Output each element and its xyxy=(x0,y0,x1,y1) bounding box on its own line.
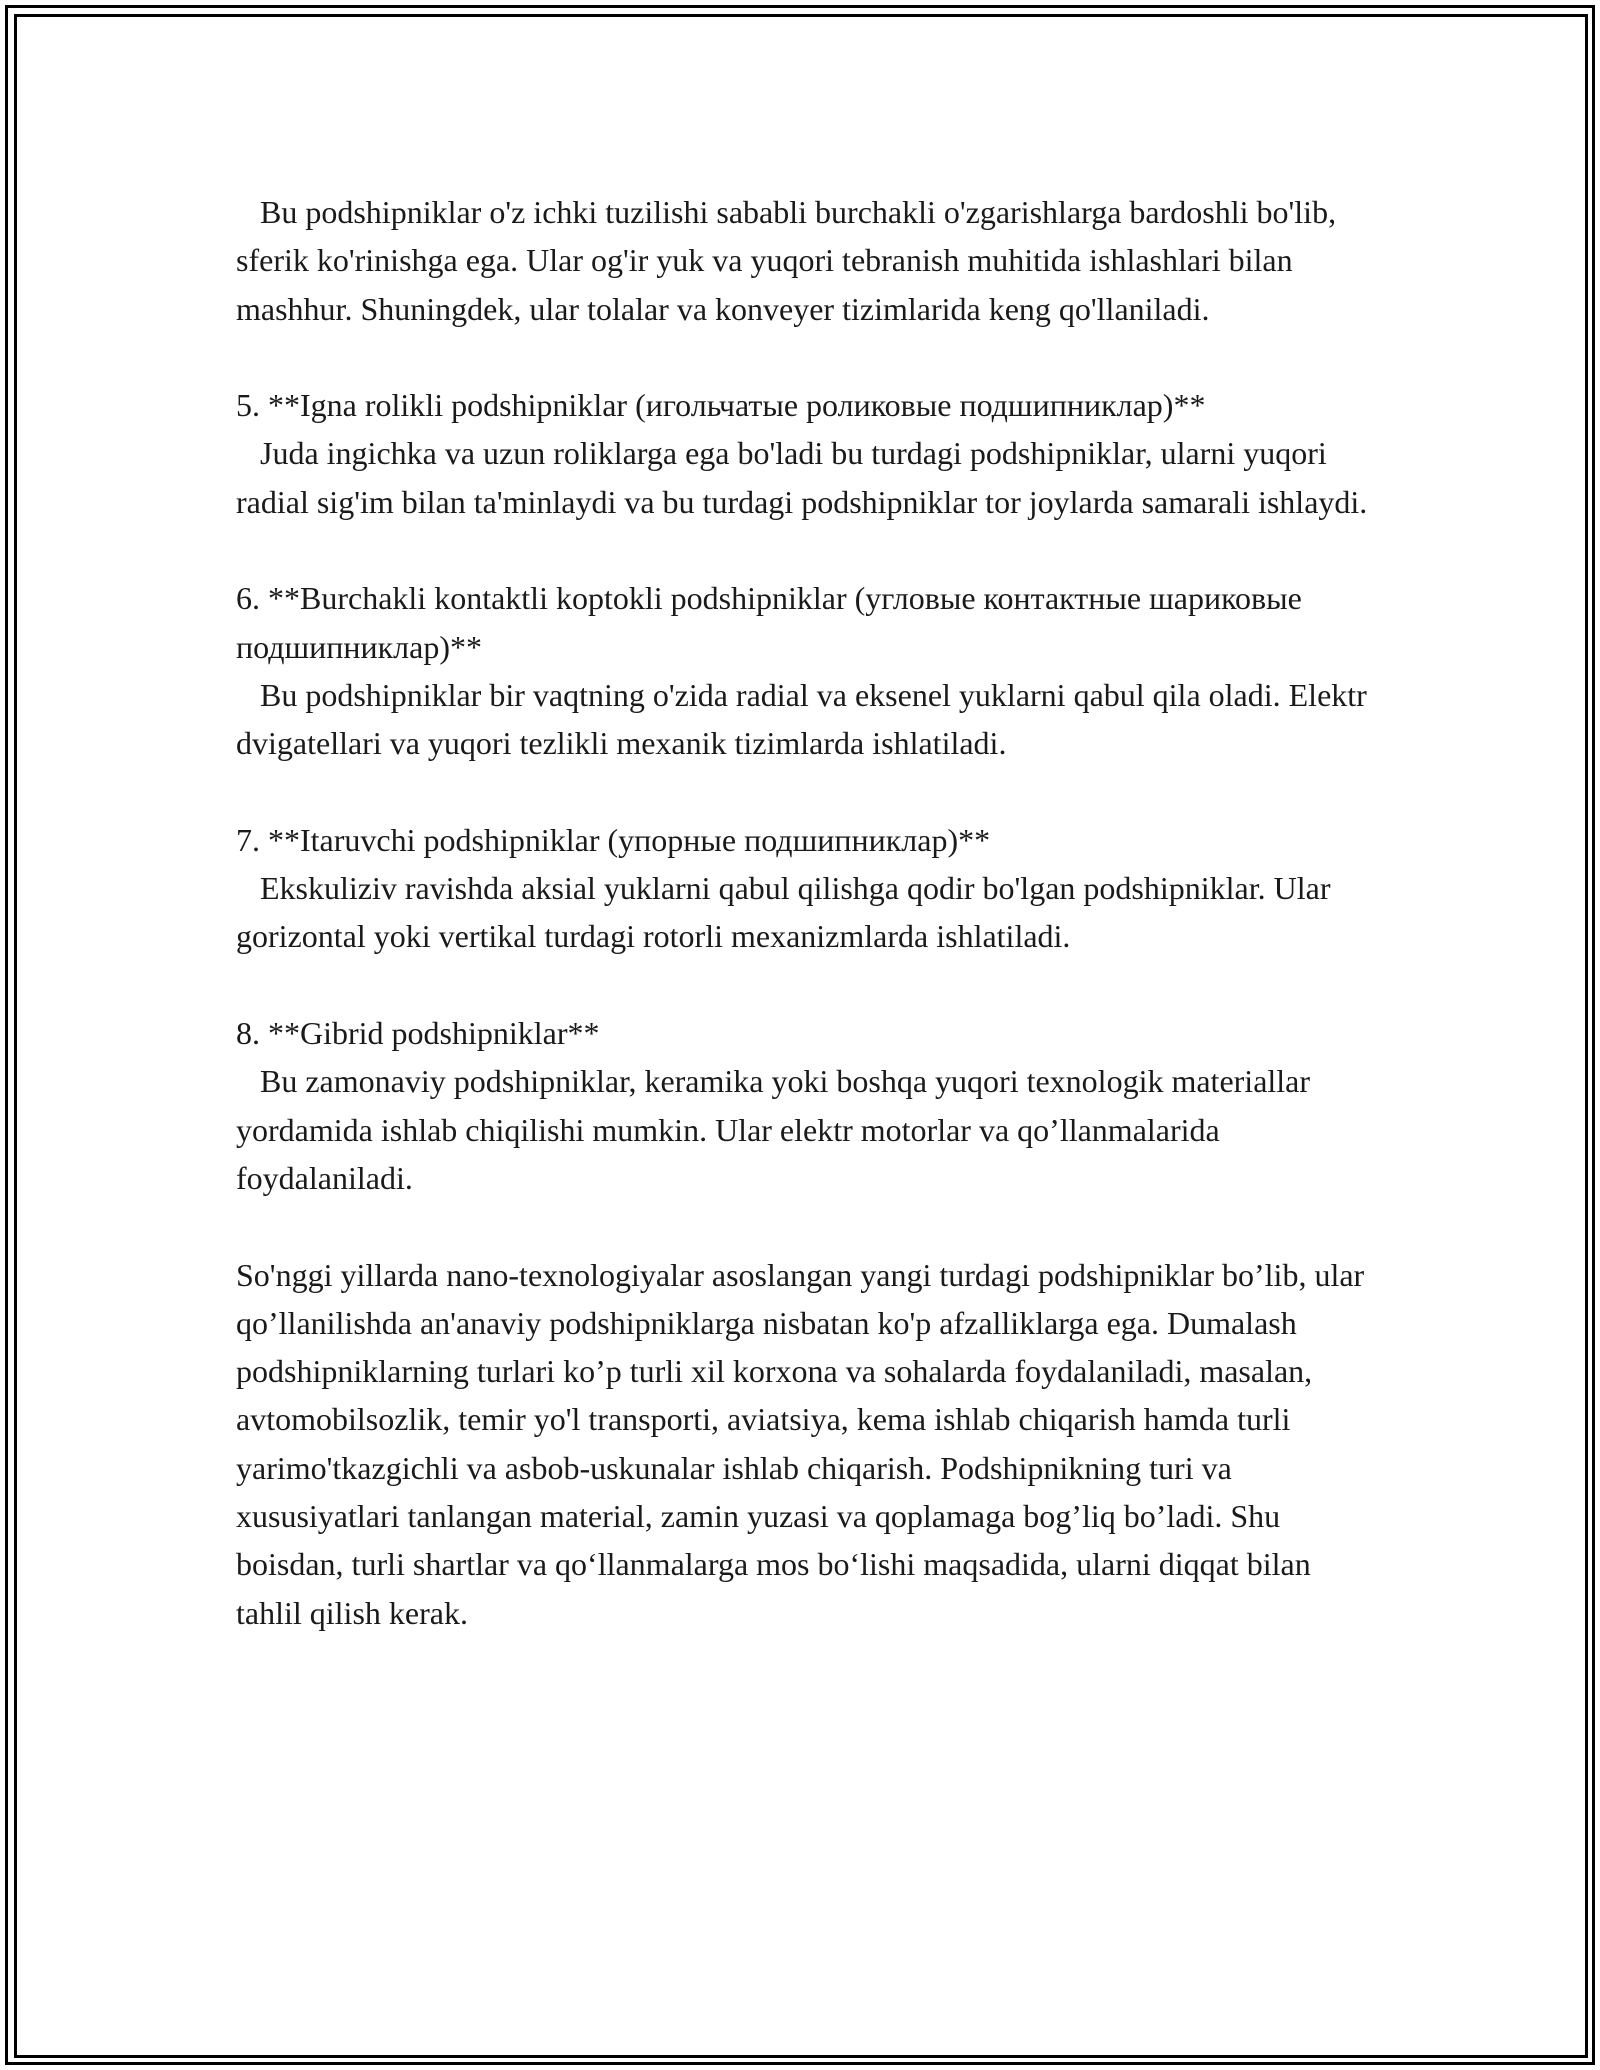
section-body-6: Bu podshipniklar bir vaqtning o'zida radial va eksenel yuklarni qabul qila oladi. Elektr dvigatellari va yuqori tezlikli mexanik tizimlarda ishlatiladi. xyxy=(236,676,1375,762)
section-heading-7: 7. **Itaruvchi podshipniklar (упорные подшипниклар)** xyxy=(236,821,991,858)
conclusion-paragraph: So'nggi yillarda nano-texnologiyalar asoslangan yangi turdagi podshipniklar bo’lib, ular qo’llanilishda an'anaviy podshipniklarga nisbatan ko'p afzalliklarga ega. Dumalash podshipniklarning turlari ko’p turli xil korxona va sohalarda foydalaniladi, masalan, avtomobilsozlik, temir yo'l transporti, aviatsiya, kema ishlab chiqarish hamda turli yarimo'tkazgichli va asbob-uskunalar ishlab chiqarish. Podshipnikning turi va xususiyatlari tanlangan material, zamin yuzasi va qoplamaga bog’liq bo’ladi. Shu boisdan, turli shartlar va qo‘llanmalarga mos bo‘lishi maqsadida, ularni diqqat bilan tahlil qilish kerak. xyxy=(236,1256,1373,1631)
section-body-8: Bu zamonaviy podshipniklar, keramika yoki boshqa yuqori texnologik materiallar yordamida ishlab chiqilishi mumkin. Ular elektr motorlar va qo’llanmalarida foydalaniladi. xyxy=(236,1063,1319,1196)
paragraph-gap xyxy=(236,526,1376,574)
document-body xyxy=(236,188,1376,1637)
paragraph-gap xyxy=(236,333,1376,381)
paragraph-gap xyxy=(236,1202,1376,1250)
section-body-5: Juda ingichka va uzun roliklarga ega bo'ladi bu turdagi podshipniklar, ularni yuqori radial sig'im bilan ta'minlaydi va bu turdagi podshipniklar tor joylarda samarali ishlaydi. xyxy=(236,435,1368,520)
paragraph-gap xyxy=(236,961,1376,1009)
section-heading-6: 6. **Burchakli kontaktli koptokli podshipniklar (угловые контактные шариковые подшипниклар)** xyxy=(236,580,1310,665)
intro-paragraph: Bu podshipniklar o'z ichki tuzilishi sababli burchakli o'zgarishlarga bardoshli bo'lib, sferik ko'rinishga ega. Ular og'ir yuk va yuqori tebranish muhitida ishlashlari bilan mashhur. Shuningdek, ular tolalar va konveyer tizimlarida keng qo'llaniladi. xyxy=(236,194,1345,327)
paragraph-gap xyxy=(236,768,1376,816)
section-body-7: Ekskuliziv ravishda aksial yuklarni qabul qilishga qodir bo'lgan podshipniklar. Ular gorizontal yoki vertikal turdagi rotorli mexanizmlarda ishlatiladi. xyxy=(236,870,1339,955)
section-heading-5: 5. **Igna rolikli podshipniklar (игольчатые роликовые подшипниклар)** xyxy=(236,387,1206,424)
section-heading-8: 8. **Gibrid podshipniklar** xyxy=(236,1015,600,1052)
